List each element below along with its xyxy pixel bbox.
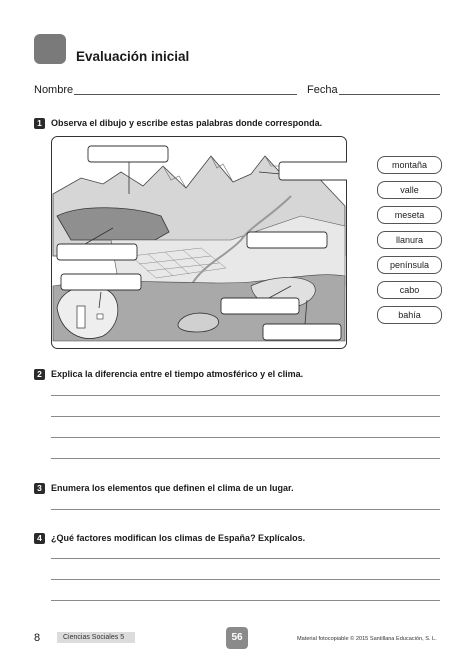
question-3-text: Enumera los elementos que definen el clima de un lugar. — [51, 483, 294, 493]
answer-line[interactable] — [51, 558, 440, 559]
answer-line[interactable] — [51, 437, 440, 438]
word-llanura: llanura — [377, 231, 442, 249]
copyright-notice: Material fotocopiable © 2015 Santillana Educación, S. L. — [297, 636, 437, 642]
answer-line[interactable] — [51, 458, 440, 459]
book-title: Ciencias Sociales 5 — [57, 632, 135, 643]
word-montana: montaña — [377, 156, 442, 174]
answer-line[interactable] — [51, 509, 440, 510]
question-4-number: 4 — [34, 533, 45, 544]
answer-line[interactable] — [51, 416, 440, 417]
question-3-number: 3 — [34, 483, 45, 494]
answer-line[interactable] — [51, 579, 440, 580]
header-tab — [34, 34, 66, 64]
page-title: Evaluación inicial — [76, 49, 190, 64]
word-valle: valle — [377, 181, 442, 199]
word-meseta: meseta — [377, 206, 442, 224]
landscape-illustration — [51, 136, 347, 349]
name-label: Nombre — [34, 84, 74, 96]
answer-line[interactable] — [51, 395, 440, 396]
page-number-badge: 56 — [226, 627, 248, 649]
answer-line[interactable] — [51, 600, 440, 601]
page-number-left: 8 — [34, 632, 41, 644]
word-bahia: bahía — [377, 306, 442, 324]
word-peninsula: península — [377, 256, 442, 274]
question-2-text: Explica la diferencia entre el tiempo atmosférico y el clima. — [51, 369, 304, 379]
question-1-text: Observa el dibujo y escribe estas palabras donde corresponda. — [51, 118, 323, 128]
name-field[interactable] — [74, 94, 297, 95]
date-label: Fecha — [307, 84, 338, 96]
question-2-number: 2 — [34, 369, 45, 380]
question-1-number: 1 — [34, 118, 45, 129]
word-cabo: cabo — [377, 281, 442, 299]
question-4-text: ¿Qué factores modifican los climas de España? Explícalos. — [51, 533, 306, 543]
date-field[interactable] — [339, 94, 440, 95]
